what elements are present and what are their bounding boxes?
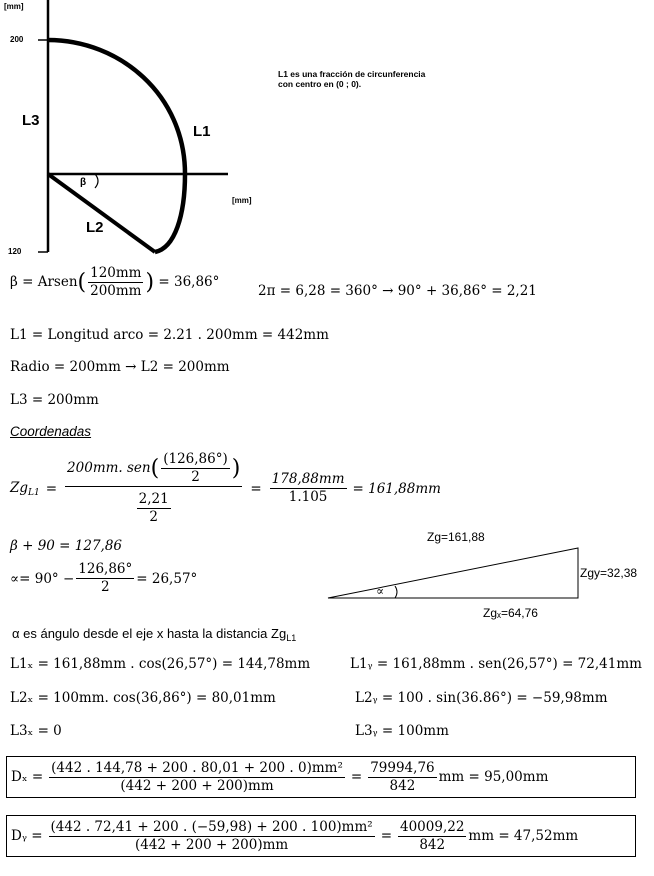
l2y-equation: L2ᵧ = 100 . sin(36.86°) = −59,98mm bbox=[355, 690, 608, 706]
l2-segment bbox=[48, 174, 155, 252]
triangle-angle-label: ∝ bbox=[376, 584, 385, 598]
radio-equation: Radio = 200mm → L2 = 200mm bbox=[10, 359, 230, 375]
tick-label-120: 120 bbox=[8, 247, 22, 256]
alpha-equation: ∝= 90° − $\frac{126,86^\circ}{2}$ = 26,57° bbox=[10, 561, 198, 595]
beta-arc bbox=[95, 174, 98, 188]
dy-result-box: Dᵧ = $\frac{\text{(442 . 72,41 + 200 . (−59,98) + 200 . 100)mm²}}{(442 + 200 + 200)mm}$ = $\frac{40009,22}{842}$ mm = 47,52mm bbox=[6, 815, 636, 857]
triangle-opp-label: Zgy=32,38 bbox=[580, 566, 638, 580]
beta-plus-90: β + 90 = 127,86 bbox=[10, 538, 123, 554]
note-l1-line2: con centro en (0 ; 0). bbox=[278, 79, 362, 89]
dx-result-box: Dₓ = $\frac{\text{(442 . 144,78 + 200 . 80,01 + 200 . 0)mm²}}{(442 + 200 + 200)mm}$ = $\frac{79994,76}{842}$ mm = 95,00mm bbox=[6, 756, 636, 798]
label-beta: β bbox=[80, 177, 87, 188]
y-axis-unit: [mm] bbox=[4, 2, 24, 11]
two-pi-equation: 2π = 6,28 = 360° → 90° + 36,86° = 2,21 bbox=[258, 283, 537, 299]
l1-length-equation: L1 = Longitud arco = 2.21 . 200mm = 442mm bbox=[10, 327, 329, 343]
l1y-equation: L1ᵧ = 161,88mm . sen(26,57°) = 72,41mm bbox=[350, 656, 642, 672]
label-l3: L3 bbox=[22, 112, 40, 129]
label-l1: L1 bbox=[193, 123, 211, 140]
zg-equation: $Zg_{L1}$ = 200mm. sen ( $\frac{(126,86^\circ)}{2}$ ) $\frac{2,21}{2}$ = $\frac{178,88mm}{1.105}$ = 161,88mm bbox=[10, 451, 441, 525]
triangle-adj-label: Zgₓ=64,76 bbox=[483, 606, 538, 620]
x-axis-unit: [mm] bbox=[232, 196, 252, 205]
l3-equation: L3 = 200mm bbox=[10, 392, 99, 408]
l2x-equation: L2ₓ = 100mm. cos(36,86°) = 80,01mm bbox=[10, 690, 276, 706]
tick-label-200: 200 bbox=[10, 35, 24, 44]
triangle-hyp-label: Zg=161,88 bbox=[427, 530, 485, 544]
zg-triangle bbox=[0, 540, 654, 610]
zg-symbol: $Zg_{L1}$ bbox=[10, 479, 40, 498]
beta-equation: β = Arsen( $\frac{120mm}{200mm}$ ) = 36,86° bbox=[10, 265, 220, 299]
l1-arc bbox=[48, 40, 185, 252]
l3y-equation: L3ᵧ = 100mm bbox=[355, 723, 449, 739]
alpha-note: α es ángulo desde el eje x hasta la distancia $Zg_{L1}$ bbox=[12, 626, 297, 643]
l3x-equation: L3ₓ = 0 bbox=[10, 723, 62, 739]
l1x-equation: L1ₓ = 161,88mm . cos(26,57°) = 144,78mm bbox=[10, 656, 311, 672]
coordenadas-heading: Coordenadas bbox=[10, 424, 92, 439]
note-l1-line1: L1 es una fracción de circunferencia bbox=[278, 69, 426, 79]
label-l2: L2 bbox=[86, 219, 104, 236]
